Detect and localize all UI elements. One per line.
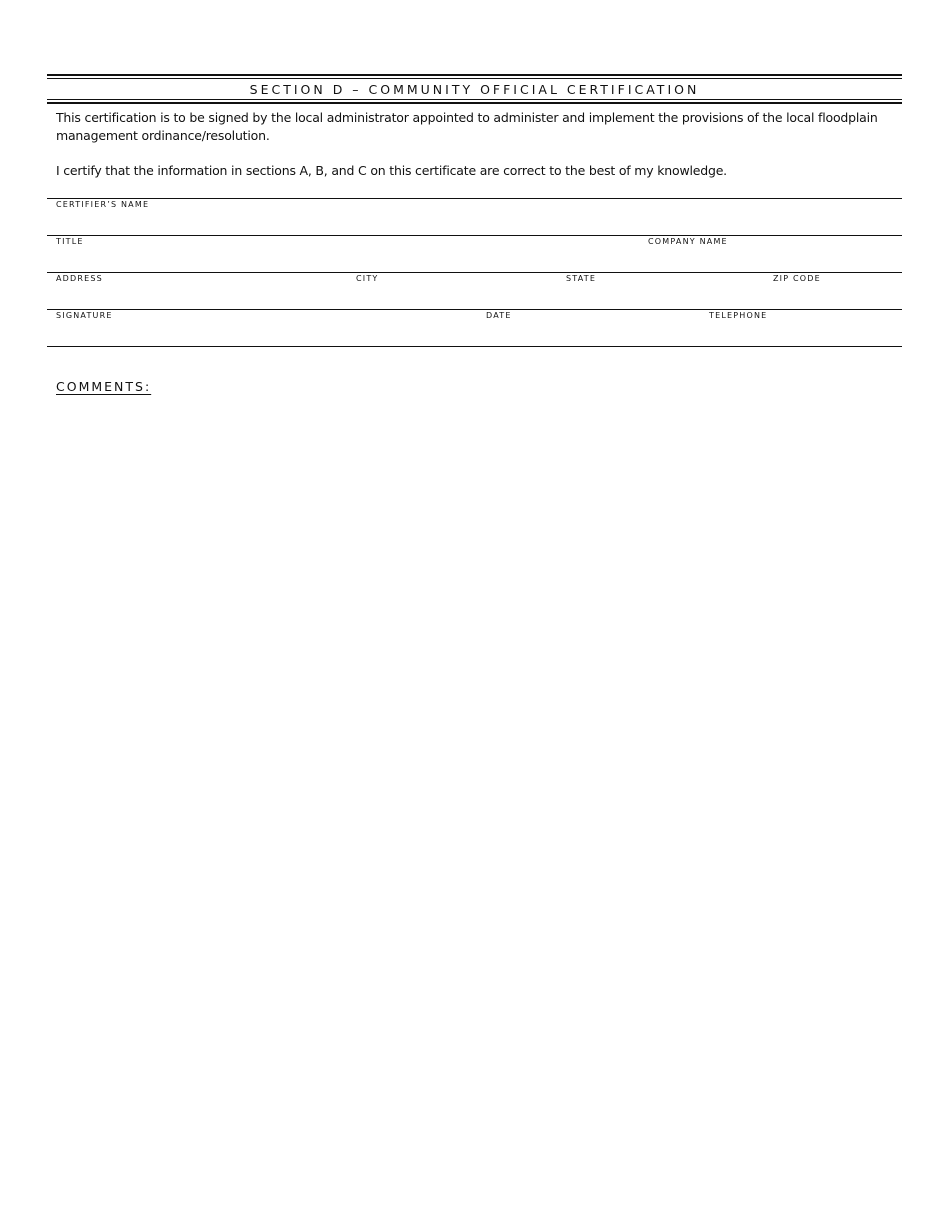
title-label: TITLE <box>56 237 84 246</box>
comments-heading: COMMENTS: <box>56 379 152 394</box>
certification-intro <box>47 104 902 180</box>
section-title: SECTION D – COMMUNITY OFFICIAL CERTIFICATION <box>249 82 700 97</box>
certification-form <box>47 74 902 394</box>
bottom-thin-rule <box>47 99 902 100</box>
certifiers-name-field[interactable] <box>47 198 902 235</box>
date-label: DATE <box>486 311 512 320</box>
city-label: CITY <box>356 274 379 283</box>
intro-paragraph-certify: I certify that the information in sections A, B, and C on this certificate are correct to the best of my knowledge. <box>56 163 727 178</box>
intro-paragraph-instructions: This certification is to be signed by the local administrator appointed to administer and implement the provisions of the local floodplain management ordinance/resolution. <box>56 110 878 143</box>
certifiers-name-label: CERTIFIER’S NAME <box>56 200 150 209</box>
telephone-label: TELEPHONE <box>709 311 768 320</box>
signature-row <box>47 309 902 347</box>
state-label: STATE <box>566 274 597 283</box>
certifier-fields <box>47 198 902 347</box>
signature-label: SIGNATURE <box>56 311 113 320</box>
company-name-label: COMPANY NAME <box>648 237 728 246</box>
zip-code-label: ZIP CODE <box>773 274 821 283</box>
address-row <box>47 272 902 309</box>
title-company-row <box>47 235 902 272</box>
top-thick-rule <box>47 74 902 76</box>
address-label: ADDRESS <box>56 274 103 283</box>
